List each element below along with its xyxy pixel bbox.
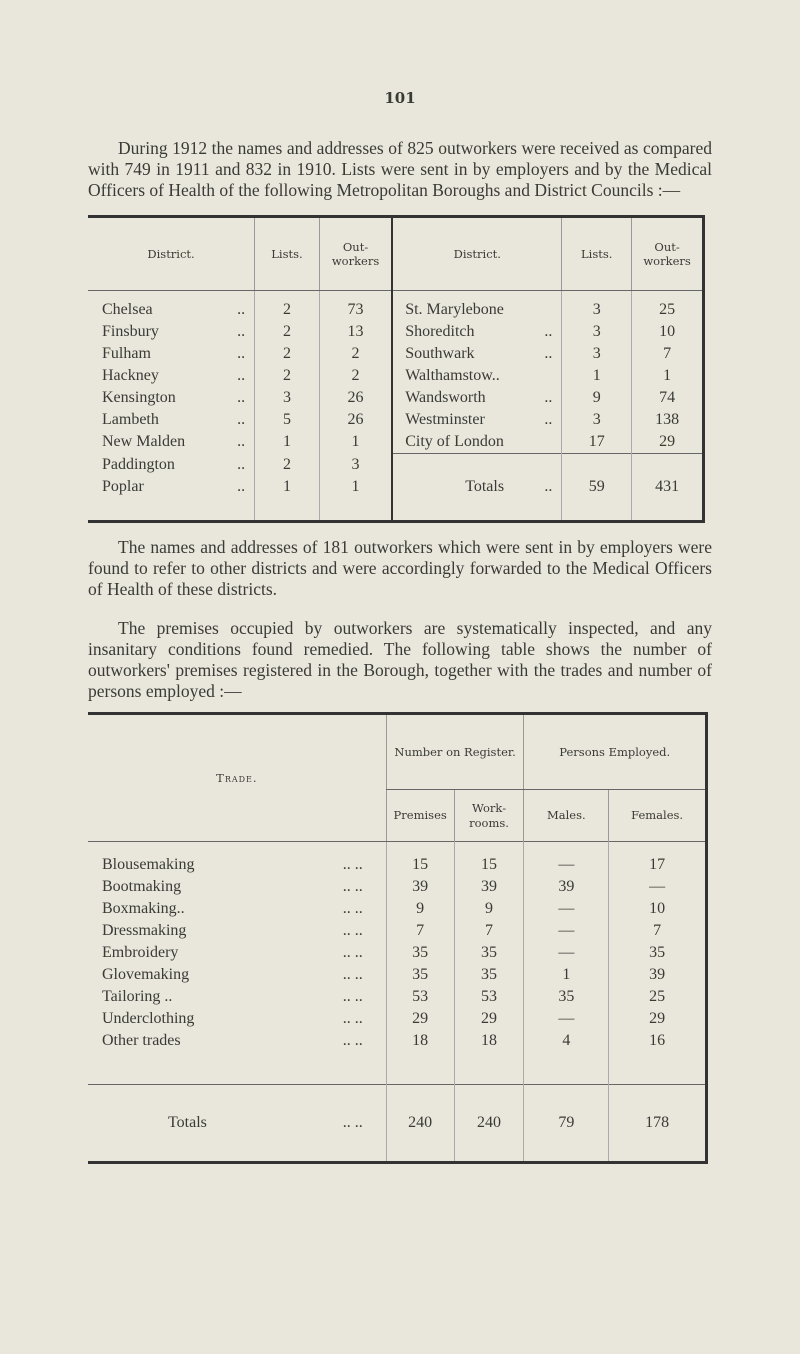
males-cell: 39 — [524, 876, 609, 898]
leader-dots: .. .. — [342, 966, 363, 983]
outworkers-cell: 3 — [319, 454, 392, 476]
lists-cell: 1 — [562, 365, 632, 387]
outworkers-cell: 2 — [319, 365, 392, 387]
header-males: Males. — [524, 790, 609, 842]
outworkers-cell: 1 — [632, 365, 704, 387]
leader-dots: .. .. — [342, 988, 363, 1005]
table-header-row — [88, 714, 707, 790]
table-row — [88, 454, 704, 476]
outworkers-cell: 29 — [632, 431, 704, 454]
label-text: New Malden — [102, 433, 186, 450]
paragraph-forwarded — [88, 537, 712, 600]
outworkers-lists-table — [88, 215, 705, 523]
label-text: Paddington — [102, 455, 175, 473]
district-cell — [88, 321, 255, 343]
paragraph-text: The names and addresses of 181 outworkers which were sent in by employers were found to refer to other districts and were accordingly forwarded to the Medical Officers of Health of these districts. — [88, 537, 712, 599]
table-row — [88, 986, 707, 1008]
premises-cell: 35 — [386, 964, 454, 986]
outworkers-cell: 26 — [319, 387, 392, 409]
table-row — [88, 365, 704, 387]
workrooms-cell: 18 — [454, 1030, 524, 1052]
workrooms-cell: 53 — [454, 986, 524, 1008]
males-cell: — — [524, 842, 609, 877]
lists-cell: 3 — [255, 387, 320, 409]
table-row — [88, 842, 707, 877]
outworkers-cell: 25 — [632, 291, 704, 322]
leader-dots: .. — [237, 323, 246, 340]
table-row — [88, 291, 704, 322]
workrooms-cell: 29 — [454, 1008, 524, 1030]
header-register: Number on Register. — [386, 714, 524, 790]
trade-cell — [88, 898, 386, 920]
males-cell: — — [524, 920, 609, 942]
workrooms-cell: 35 — [454, 942, 524, 964]
outworkers-cell: 1 — [319, 476, 392, 498]
district-cell — [392, 343, 562, 365]
leader-dots: .. — [544, 411, 553, 428]
leader-dots: .. .. — [342, 900, 363, 917]
header-lists: Lists. — [255, 217, 320, 291]
label-text: Kensington — [102, 389, 176, 406]
table-row — [88, 876, 707, 898]
totals-label-cell — [392, 454, 562, 522]
header-premises: Premises — [386, 790, 454, 842]
label-text: Fulham — [102, 345, 151, 362]
females-cell: 10 — [609, 898, 707, 920]
table-row — [88, 898, 707, 920]
leader-dots: .. .. — [342, 1032, 363, 1049]
district-cell — [392, 409, 562, 431]
label-text: Chelsea — [102, 301, 153, 318]
females-cell: 25 — [609, 986, 707, 1008]
males-cell: 1 — [524, 964, 609, 986]
district-cell — [88, 409, 255, 431]
females-cell: 7 — [609, 920, 707, 942]
premises-cell: 7 — [386, 920, 454, 942]
males-cell: — — [524, 898, 609, 920]
trade-cell — [88, 842, 386, 877]
label-text: Underclothing — [102, 1010, 195, 1027]
trade-cell — [88, 876, 386, 898]
males-cell: 4 — [524, 1030, 609, 1052]
table-row — [88, 964, 707, 986]
district-cell — [88, 365, 255, 387]
lists-cell: 2 — [255, 343, 320, 365]
outworkers-cell: 138 — [632, 409, 704, 431]
premises-cell: 53 — [386, 986, 454, 1008]
table-row — [88, 1008, 707, 1030]
label-text: Bootmaking — [102, 878, 182, 895]
district-cell — [392, 431, 562, 454]
leader-dots: .. .. — [342, 1010, 363, 1027]
paragraph-text: The premises occupied by outworkers are systematically inspected, and any insanitary conditions found remedied. The following table shows the number of outworkers' premises registered in the Borough, together with the trades and number of persons employed :— — [88, 618, 712, 701]
district-cell — [392, 291, 562, 322]
table-header-row — [88, 217, 704, 291]
workrooms-cell: 39 — [454, 876, 524, 898]
leader-dots: .. .. — [342, 856, 363, 873]
header-persons: Persons Employed. — [524, 714, 707, 790]
outworkers-cell: 10 — [632, 321, 704, 343]
paragraph-text: During 1912 the names and addresses of 825 outworkers were received as compared with 749 in 1911 and 832 in 1910. Lists were sent in by employers and by the Medical Officers of Health of the following Metropolitan Boroughs and District Councils :— — [88, 138, 712, 200]
label-text: Westminster — [405, 411, 485, 428]
header-lists: Lists. — [562, 217, 632, 291]
premises-cell: 35 — [386, 942, 454, 964]
trade-cell — [88, 1008, 386, 1030]
leader-dots: .. — [544, 389, 553, 406]
district-cell — [392, 321, 562, 343]
header-outworkers: Out-workers — [319, 217, 392, 291]
outworkers-cell: 7 — [632, 343, 704, 365]
outworkers-cell: 13 — [319, 321, 392, 343]
district-cell — [88, 431, 255, 454]
leader-dots: .. .. — [342, 944, 363, 961]
lists-cell: 1 — [255, 431, 320, 454]
label-text: Boxmaking.. — [102, 900, 185, 917]
label-text: Wandsworth — [405, 389, 486, 406]
lists-cell: 17 — [562, 431, 632, 454]
females-cell: — — [609, 876, 707, 898]
females-cell: 39 — [609, 964, 707, 986]
label-text: Blousemaking — [102, 856, 195, 873]
label-text: Southwark — [405, 345, 475, 362]
lists-cell: 2 — [255, 291, 320, 322]
district-cell — [88, 291, 255, 322]
females-cell: 16 — [609, 1030, 707, 1052]
leader-dots: .. — [544, 345, 553, 362]
leader-dots: .. — [237, 455, 246, 473]
lists-cell: 2 — [255, 454, 320, 476]
table-row — [88, 409, 704, 431]
leader-dots: .. .. — [342, 922, 363, 939]
males-cell: — — [524, 1008, 609, 1030]
label-text: Hackney — [102, 367, 159, 384]
label-text: City of London — [405, 433, 504, 450]
table-row — [88, 343, 704, 365]
premises-cell: 29 — [386, 1008, 454, 1030]
totals-workrooms: 240 — [454, 1084, 524, 1162]
totals-males: 79 — [524, 1084, 609, 1162]
lists-cell: 3 — [562, 343, 632, 365]
totals-outworkers: 431 — [632, 454, 704, 522]
trade-cell — [88, 986, 386, 1008]
females-cell: 35 — [609, 942, 707, 964]
premises-cell: 15 — [386, 842, 454, 877]
outworkers-cell: 2 — [319, 343, 392, 365]
table-spacer — [88, 1052, 707, 1084]
trade-cell — [88, 942, 386, 964]
table-row — [88, 1030, 707, 1052]
table-row — [88, 387, 704, 409]
label-text: Other trades — [102, 1032, 181, 1049]
lists-cell: 1 — [255, 476, 320, 498]
outworkers-cell: 26 — [319, 409, 392, 431]
leader-dots: .. — [237, 301, 246, 318]
lists-cell: 5 — [255, 409, 320, 431]
females-cell: 29 — [609, 1008, 707, 1030]
label-text: Lambeth — [102, 411, 159, 428]
workrooms-cell: 35 — [454, 964, 524, 986]
district-cell — [392, 365, 562, 387]
label-text: Poplar — [102, 477, 144, 495]
totals-label-cell — [88, 1084, 386, 1162]
header-workrooms: Work-rooms. — [454, 790, 524, 842]
label-text: Walthamstow.. — [405, 367, 500, 384]
outworkers-cell: 73 — [319, 291, 392, 322]
leader-dots: .. — [237, 411, 246, 428]
district-cell — [88, 476, 255, 498]
premises-cell: 39 — [386, 876, 454, 898]
lists-cell: 9 — [562, 387, 632, 409]
trade-cell — [88, 920, 386, 942]
page-number: 101 — [384, 89, 416, 107]
district-cell — [88, 343, 255, 365]
district-cell — [88, 387, 255, 409]
table-row — [88, 431, 704, 454]
table-row — [88, 920, 707, 942]
label-text: Finsbury — [102, 323, 159, 340]
lists-cell: 3 — [562, 409, 632, 431]
header-trade: Trade. — [88, 714, 386, 842]
table-row — [88, 942, 707, 964]
premises-cell: 9 — [386, 898, 454, 920]
trade-cell — [88, 1030, 386, 1052]
trade-cell — [88, 964, 386, 986]
outworkers-cell: 74 — [632, 387, 704, 409]
label-text: Totals — [168, 1113, 207, 1131]
leader-dots: .. .. — [342, 878, 363, 895]
district-cell — [392, 387, 562, 409]
totals-females: 178 — [609, 1084, 707, 1162]
females-cell: 17 — [609, 842, 707, 877]
header-district: District. — [392, 217, 562, 291]
leader-dots: .. .. — [342, 1113, 363, 1131]
workrooms-cell: 15 — [454, 842, 524, 877]
label-text: Embroidery — [102, 944, 179, 961]
label-text: Dressmaking — [102, 922, 187, 939]
leader-dots: .. — [237, 433, 246, 450]
paragraph-intro — [88, 138, 712, 201]
label-text: Shoreditch — [405, 323, 475, 340]
lists-cell: 3 — [562, 321, 632, 343]
males-cell: 35 — [524, 986, 609, 1008]
totals-label: Totals — [465, 478, 505, 495]
lists-cell: 2 — [255, 365, 320, 387]
leader-dots: .. — [237, 389, 246, 406]
totals-lists: 59 — [562, 454, 632, 522]
header-district: District. — [88, 217, 255, 291]
district-cell — [88, 454, 255, 476]
leader-dots: .. — [544, 323, 553, 340]
lists-cell: 3 — [562, 291, 632, 322]
leader-dots: .. — [237, 345, 246, 362]
workrooms-cell: 9 — [454, 898, 524, 920]
premises-cell: 18 — [386, 1030, 454, 1052]
trades-table — [88, 712, 708, 1164]
label-text: Tailoring .. — [102, 988, 173, 1005]
totals-premises: 240 — [386, 1084, 454, 1162]
leader-dots: .. — [237, 477, 246, 495]
table-row — [88, 321, 704, 343]
header-outworkers: Out-workers — [632, 217, 704, 291]
outworkers-cell: 1 — [319, 431, 392, 454]
header-females: Females. — [609, 790, 707, 842]
leader-dots: .. — [237, 367, 246, 384]
totals-row — [88, 1084, 707, 1162]
label-text: St. Marylebone — [405, 301, 504, 318]
males-cell: — — [524, 942, 609, 964]
workrooms-cell: 7 — [454, 920, 524, 942]
paragraph-premises — [88, 618, 712, 702]
lists-cell: 2 — [255, 321, 320, 343]
leader-dots: .. — [544, 478, 553, 495]
label-text: Glovemaking — [102, 966, 190, 983]
